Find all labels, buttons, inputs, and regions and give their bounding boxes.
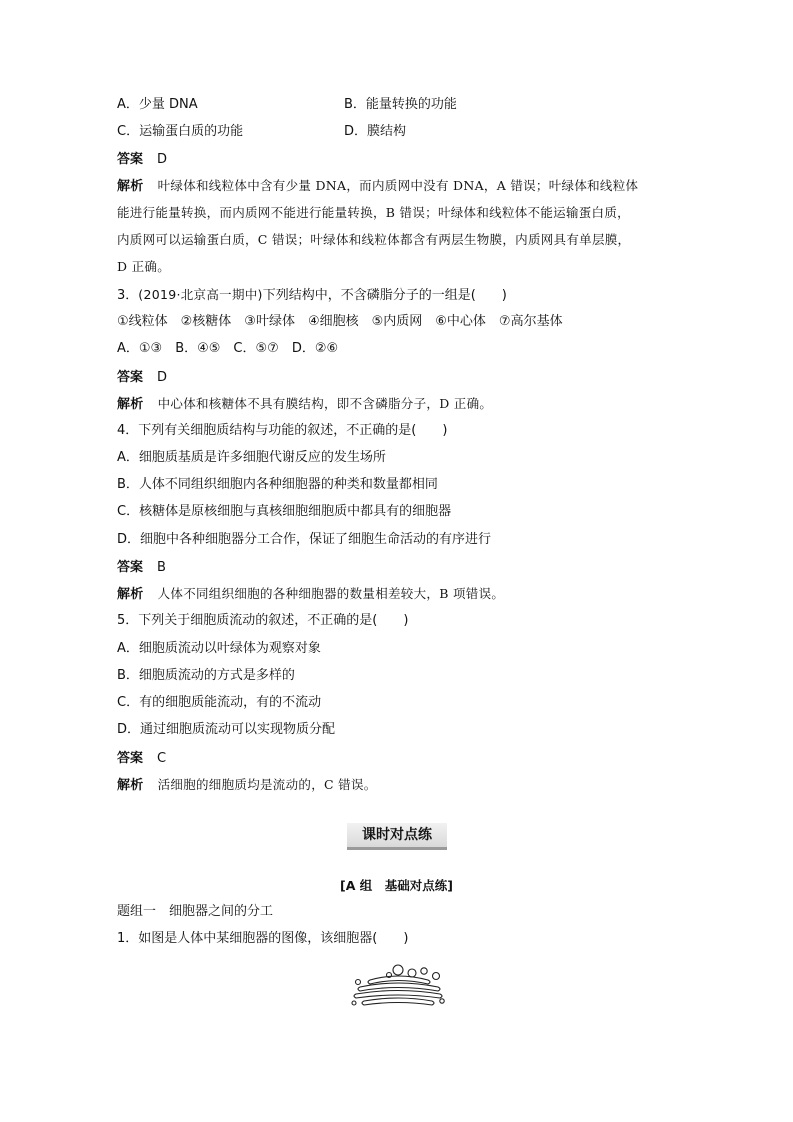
- topic-heading: 题组一 细胞器之间的分工: [117, 904, 274, 919]
- option-a: A．少量 DNA: [117, 97, 198, 112]
- section-title: 课时对点练: [347, 823, 447, 850]
- analysis-line: 内质网可以运输蛋白质，C 错误；叶绿体和线粒体都含有两层生物膜，内质网具有单层膜，: [117, 232, 631, 247]
- question-stem: 5．下列关于细胞质流动的叙述，不正确的是( ): [117, 613, 409, 628]
- option-b: B．人体不同组织细胞内各种细胞器的种类和数量都相同: [117, 477, 438, 492]
- answer-label: 答案: [117, 560, 144, 575]
- option-c: C．核糖体是原核细胞与真核细胞细胞质中都具有的细胞器: [117, 504, 452, 519]
- option-a: A．细胞质流动以叶绿体为观察对象: [117, 641, 321, 656]
- analysis-line: 解析 人体不同组织细胞的各种细胞器的数量相差较大，B 项错误。: [117, 586, 505, 602]
- answer-value: C: [157, 751, 167, 766]
- option-d: D．膜结构: [344, 124, 407, 139]
- analysis-line: 解析 活细胞的细胞质均是流动的，C 错误。: [117, 777, 377, 793]
- analysis-line: 解析 中心体和核糖体不具有膜结构，即不含磷脂分子，D 正确。: [117, 396, 493, 412]
- question-options: A．①③ B．④⑤ C．⑤⑦ D．②⑥: [117, 341, 339, 356]
- group-heading: [A 组 基础对点练]: [340, 878, 453, 893]
- question-stem: 4．下列有关细胞质结构与功能的叙述，不正确的是( ): [117, 423, 448, 438]
- option-b: B．细胞质流动的方式是多样的: [117, 668, 295, 683]
- answer-value: D: [157, 370, 168, 385]
- analysis-line: D 正确。: [117, 259, 170, 274]
- golgi-apparatus-icon: [350, 962, 445, 1010]
- answer-label: 答案: [117, 751, 144, 766]
- answer-label: 答案: [117, 370, 144, 385]
- option-a: A．细胞质基质是许多细胞代谢反应的发生场所: [117, 450, 386, 465]
- option-row: [117, 96, 713, 114]
- analysis-label: 解析: [117, 179, 144, 194]
- analysis-label: 解析: [117, 397, 144, 412]
- answer-value: B: [157, 560, 166, 575]
- option-c: C．有的细胞质能流动，有的不流动: [117, 695, 322, 710]
- answer-label: 答案: [117, 152, 144, 167]
- question-stem: 1．如图是人体中某细胞器的图像，该细胞器( ): [117, 931, 409, 946]
- analysis-line: 解析 叶绿体和线粒体中含有少量 DNA，而内质网中没有 DNA，A 错误；叶绿体和线粒体: [117, 178, 639, 194]
- analysis-label: 解析: [117, 778, 144, 793]
- question-items: ①线粒体 ②核糖体 ③叶绿体 ④细胞核 ⑤内质网 ⑥中心体 ⑦高尔基体: [117, 314, 563, 329]
- question-stem: 3．(2019·北京高一期中)下列结构中，不含磷脂分子的一组是( ): [117, 287, 507, 303]
- answer-value: D: [157, 152, 168, 167]
- option-c: C．运输蛋白质的功能: [117, 124, 244, 139]
- option-b: B．能量转换的功能: [344, 97, 457, 112]
- answer-row: [117, 150, 713, 169]
- option-row: [117, 123, 713, 141]
- analysis-label: 解析: [117, 587, 144, 602]
- answer-row: [117, 749, 713, 768]
- question-source: (2019·北京高一期中): [138, 287, 263, 302]
- analysis-line: 能进行能量转换，而内质网不能进行能量转换，B 错误；叶绿体和线粒体不能运输蛋白质，: [117, 205, 630, 220]
- option-d: D．细胞中各种细胞器分工合作，保证了细胞生命活动的有序进行: [117, 532, 492, 547]
- answer-row: [117, 558, 713, 577]
- answer-row: [117, 368, 713, 387]
- option-d: D．通过细胞质流动可以实现物质分配: [117, 722, 336, 737]
